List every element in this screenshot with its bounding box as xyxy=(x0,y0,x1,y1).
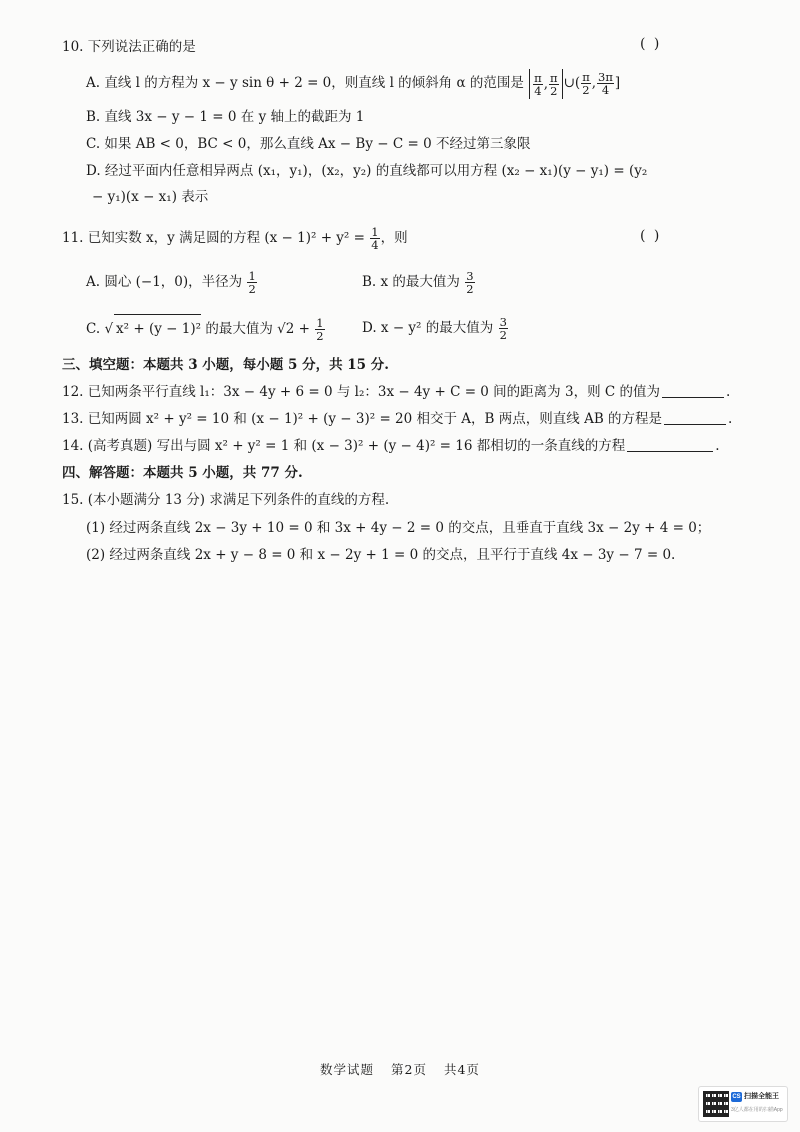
footer-subject: 数学试题 xyxy=(320,1062,375,1077)
q14: 14. (高考真题) 写出与圆 x² + y² = 1 和 (x − 3)² + (y − 4)² = 16 都相切的一条直线的方程 . xyxy=(62,438,720,454)
q10-option-a-text: A. 直线 l 的方程为 x − y sin θ + 2 = 0，则直线 l 的倾斜角 α 的范围是 xyxy=(86,75,524,91)
fraction: $\frac{\pi}{4}$ xyxy=(534,70,542,98)
fraction: $\frac{1}{4}$ xyxy=(371,225,379,252)
watermark-title: 扫描全能王 xyxy=(744,1093,779,1100)
fraction: $\frac{3}{2}$ xyxy=(499,315,507,342)
q13-text: 13. 已知两圆 x² + y² = 10 和 (x − 1)² + (y − 3)² = 20 相交于 A，B 两点，则直线 AB 的方程是 xyxy=(62,411,663,427)
fraction: $\frac{\pi}{2}$ xyxy=(582,70,590,97)
page-footer xyxy=(0,1060,800,1078)
camscanner-logo-icon: CS xyxy=(732,1094,741,1100)
q10-option-d-line2: − y₁)(x − x₁) 表示 xyxy=(92,189,209,205)
section-3-heading: 三、填空题：本题共 3 小题，每小题 5 分，共 15 分. xyxy=(62,357,389,373)
sqrt-radicand: x² + (y − 1)² xyxy=(114,314,201,343)
fraction: $\frac{1}{2}$ xyxy=(248,269,256,296)
interval-2: ( $\frac{\pi}{2}$ , $\frac{3\pi}{4}$ ] xyxy=(574,70,621,97)
fraction: $\frac{\pi}{2}$ xyxy=(550,70,558,98)
q10-stem: 10. 下列说法正确的是 xyxy=(62,39,196,55)
fraction: $\frac{3}{2}$ xyxy=(466,269,474,296)
q10-answer-bracket: ( ) xyxy=(640,36,662,52)
q11-answer-bracket: ( ) xyxy=(640,228,662,244)
fraction: $\frac{1}{2}$ xyxy=(316,316,324,343)
q10-option-d-line1: D. 经过平面内任意相异两点 (x₁，y₁)，(x₂，y₂) 的直线都可以用方程 (x₂ − x₁)(y − y₁) = (y₂ xyxy=(86,163,648,179)
footer-page: 第2页 xyxy=(391,1062,427,1077)
q15-stem: 15. (本小题满分 13 分) 求满足下列条件的直线的方程. xyxy=(62,492,390,508)
q11-option-b xyxy=(362,268,476,296)
q15-part1: (1) 经过两条直线 2x − 3y + 10 = 0 和 3x + 4y − 2 = 0 的交点，且垂直于直线 3x − 2y + 4 = 0； xyxy=(86,520,711,536)
q11-stem xyxy=(62,224,408,252)
q11-option-c-text: 的最大值为 √2 + xyxy=(205,321,310,337)
answer-blank[interactable] xyxy=(664,410,726,425)
q10-option-b: B. 直线 3x − y − 1 = 0 在 y 轴上的截距为 1 xyxy=(86,109,365,125)
scanner-watermark xyxy=(698,1086,788,1122)
q14-text: 14. (高考真题) 写出与圆 x² + y² = 1 和 (x − 3)² + (y − 4)² = 16 都相切的一条直线的方程 xyxy=(62,438,626,454)
answer-blank[interactable] xyxy=(662,383,724,398)
q11-option-c xyxy=(86,314,326,343)
q13: 13. 已知两圆 x² + y² = 10 和 (x − 1)² + (y − 3)² = 20 相交于 A，B 两点，则直线 AB 的方程是 . xyxy=(62,411,733,427)
q11-option-c-label: C. xyxy=(86,321,101,337)
q12: 12. 已知两条平行直线 l₁：3x − 4y + 6 = 0 与 l₂：3x − 4y + C = 0 间的距离为 3，则 C 的值为 . xyxy=(62,384,731,400)
q15-part2: (2) 经过两条直线 2x + y − 8 = 0 和 x − 2y + 1 = 0 的交点，且平行于直线 4x − 3y − 7 = 0. xyxy=(86,547,676,563)
interval-1: $\frac{\pi}{4}$ , $\frac{\pi}{2}$ xyxy=(529,69,562,99)
q10-option-c: C. 如果 AB < 0，BC < 0，那么直线 Ax − By − C = 0 不经过第三象限 xyxy=(86,136,531,152)
answer-blank[interactable] xyxy=(627,437,713,452)
section-4-heading: 四、解答题：本题共 5 小题，共 77 分. xyxy=(62,465,303,481)
q11-stem-text: 11. 已知实数 x，y 满足圆的方程 (x − 1)² + y² = xyxy=(62,230,365,246)
q11-option-d-text: D. x − y² 的最大值为 xyxy=(362,320,494,336)
union-symbol: ∪ xyxy=(563,75,575,91)
q11-stem-end: ，则 xyxy=(380,230,408,246)
fraction: $\frac{3\pi}{4}$ xyxy=(598,70,613,97)
q11-option-a xyxy=(86,268,258,296)
q11-option-d xyxy=(362,314,509,342)
footer-total: 共4页 xyxy=(443,1062,480,1077)
q10-option-a xyxy=(86,68,620,99)
q12-text: 12. 已知两条平行直线 l₁：3x − 4y + 6 = 0 与 l₂：3x − 4y + C = 0 间的距离为 3，则 C 的值为 xyxy=(62,384,660,400)
qr-code-icon xyxy=(703,1091,729,1117)
sqrt-icon: √ xyxy=(104,321,114,337)
q11-option-a-text: A. 圆心 (−1，0)，半径为 xyxy=(86,274,243,290)
watermark-subtitle: 3亿人都在用的扫描App xyxy=(731,1107,783,1113)
q11-option-b-text: B. x 的最大值为 xyxy=(362,274,460,290)
